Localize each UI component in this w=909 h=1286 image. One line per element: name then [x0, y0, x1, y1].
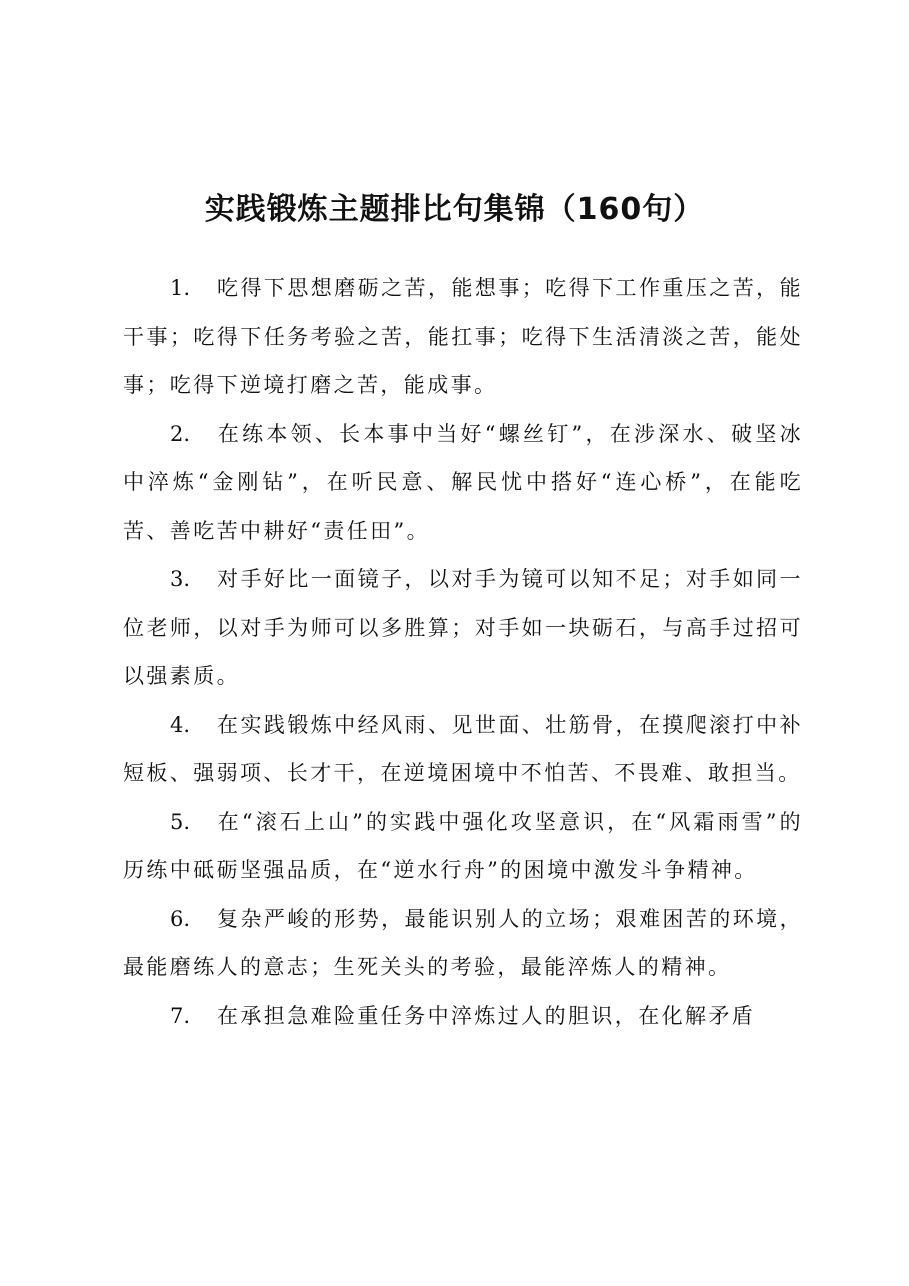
paragraph-5 [123, 798, 803, 895]
paragraph-3 [123, 555, 803, 701]
paragraph-7 [123, 992, 803, 1041]
paragraph-number: 4. [170, 712, 191, 737]
paragraph-text: 吃得下思想磨砺之苦，能想事；吃得下工作重压之苦，能干事；吃得下任务考验之苦，能扛事；吃得下生活清淡之苦，能处事；吃得下逆境打磨之苦，能成事。 [123, 276, 803, 397]
paragraph-number: 6. [170, 906, 191, 931]
paragraph-text: 在实践锻炼中经风雨、见世面、壮筋骨，在摸爬滚打中补短板、强弱项、长才干，在逆境困境中不怕苦、不畏难、敢担当。 [123, 712, 803, 785]
paragraph-text: 在“滚石上山”的实践中强化攻坚意识，在“风霜雨雪”的历练中砥砺坚强品质，在“逆水行舟”的困境中激发斗争精神。 [123, 809, 803, 882]
paragraph-4 [123, 701, 803, 798]
paragraph-number: 1. [170, 276, 191, 300]
paragraph-number: 3. [170, 567, 191, 591]
paragraph-number: 7. [170, 1003, 191, 1028]
paragraph-6 [123, 895, 803, 992]
paragraph-text: 在承担急难险重任务中淬炼过人的胆识，在化解矛盾 [217, 1003, 756, 1028]
paragraph-text: 对手好比一面镜子，以对手为镜可以知不足；对手如同一位老师，以对手为师可以多胜算；对手如一块砺石，与高手过招可以强素质。 [123, 567, 803, 688]
paragraph-1 [123, 264, 803, 410]
paragraph-2 [123, 410, 803, 556]
paragraph-number: 5. [170, 809, 191, 834]
document-body [123, 264, 803, 1040]
paragraph-number: 2. [170, 421, 191, 446]
document-title: 实践锻炼主题排比句集锦（160句） [204, 192, 705, 227]
paragraph-text: 复杂严峻的形势，最能识别人的立场；艰难困苦的环境，最能磨练人的意志；生死关头的考验，最能淬炼人的精神。 [123, 906, 803, 979]
paragraph-text: 在练本领、长本事中当好“螺丝钉”，在涉深水、破坚冰中淬炼“金刚钻”，在听民意、解民忧中搭好“连心桥”，在能吃苦、善吃苦中耕好“责任田”。 [123, 421, 803, 543]
